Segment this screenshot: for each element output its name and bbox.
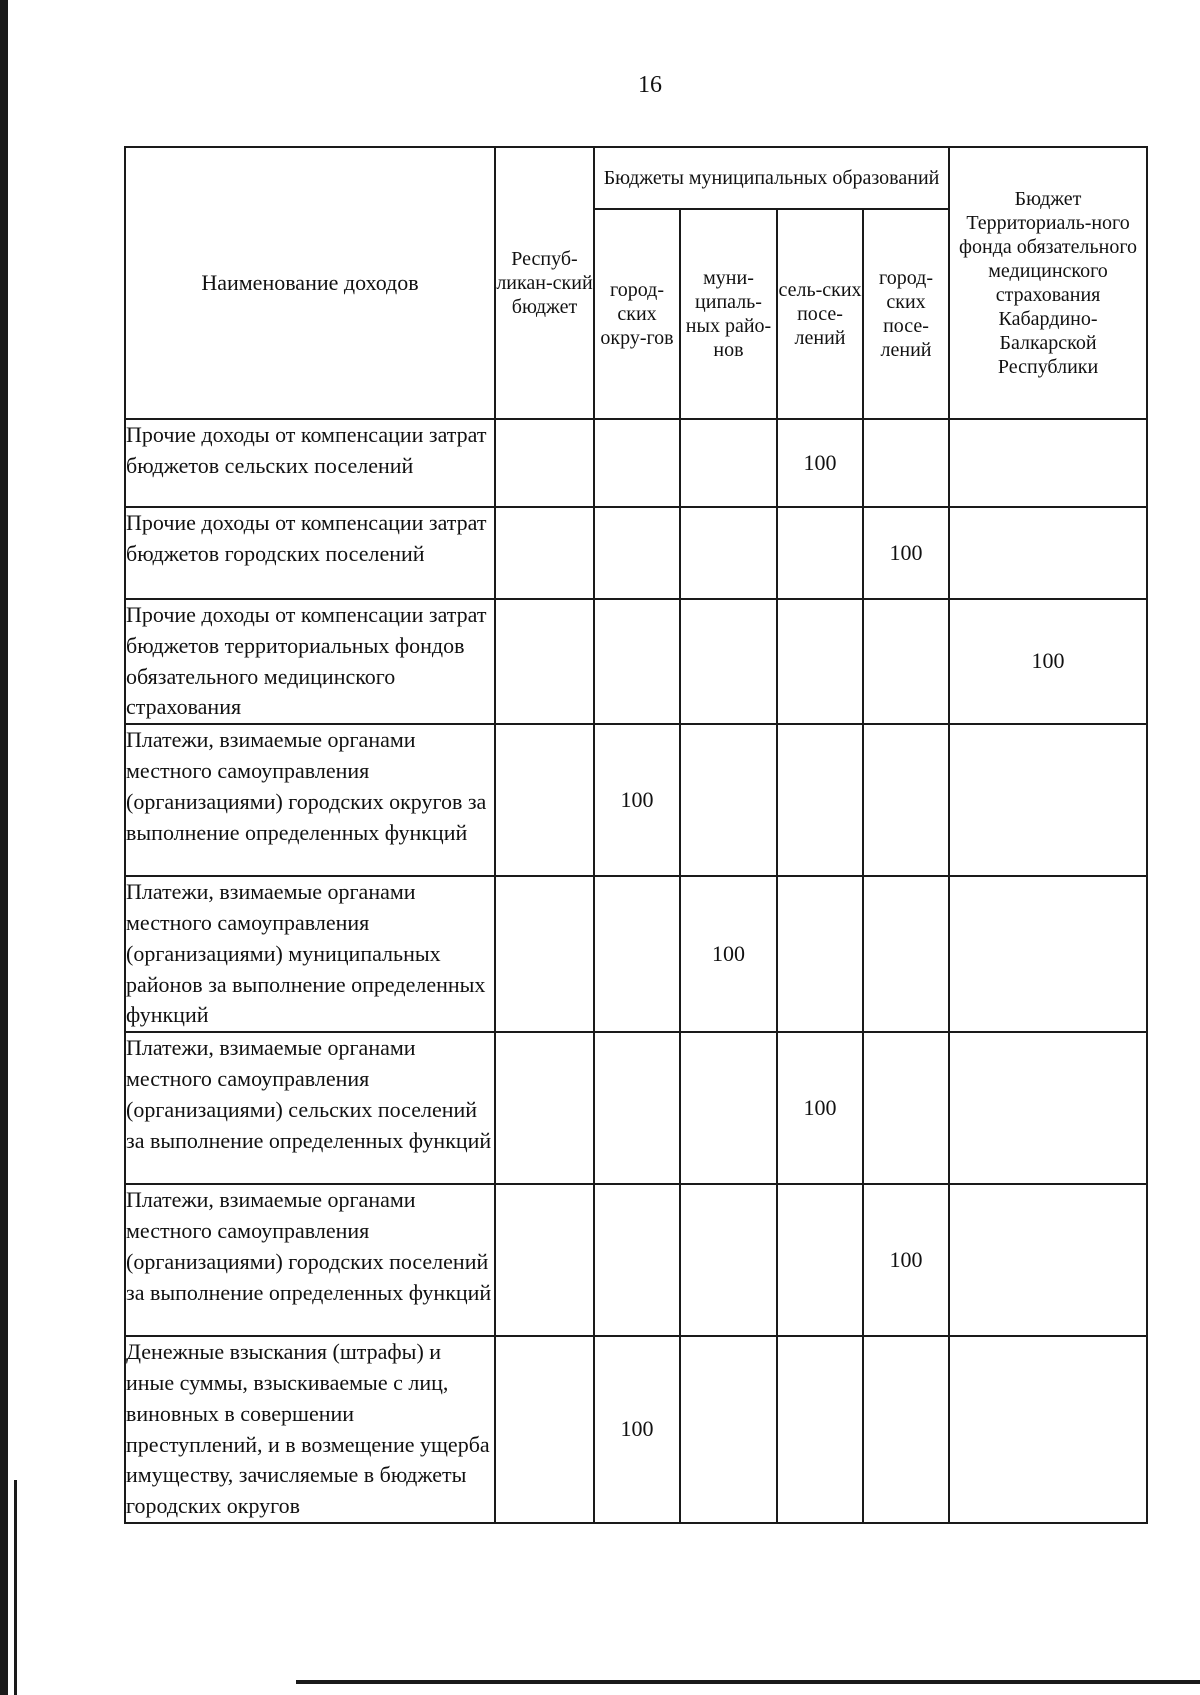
rural-settlements-cell [777, 1184, 863, 1336]
rural-settlements-cell [777, 599, 863, 724]
revenue-name-cell: Платежи, взимаемые органами местного самоуправления (организациями) сельских поселений за выполнение определенных функций [125, 1032, 495, 1184]
territorial-fund-cell [949, 1184, 1147, 1336]
city-districts-cell [594, 1184, 680, 1336]
urban-settlements-cell: 100 [863, 1184, 949, 1336]
table-row [125, 419, 1147, 507]
urban-settlements-cell [863, 876, 949, 1032]
city-districts-cell [594, 599, 680, 724]
municipal-districts-cell: 100 [680, 876, 777, 1032]
table-row [125, 876, 1147, 1032]
revenue-name-cell: Денежные взыскания (штрафы) и иные суммы, взыскиваемые с лиц, виновных в совершении преступлений, и в возмещение ущерба имуществу, зачисляемые в бюджеты городских округов [125, 1336, 495, 1523]
rural-settlements-cell: 100 [777, 1032, 863, 1184]
municipal-districts-cell [680, 724, 777, 876]
rural-settlements-cell: 100 [777, 419, 863, 507]
territorial-fund-cell [949, 507, 1147, 599]
revenue-name-cell: Прочие доходы от компенсации затрат бюджетов сельских поселений [125, 419, 495, 507]
revenue-name-cell: Платежи, взимаемые органами местного самоуправления (организациями) городских округов за выполнение определенных функций [125, 724, 495, 876]
header-revenue-name: Наименование доходов [125, 147, 495, 419]
rural-settlements-cell [777, 507, 863, 599]
municipal-districts-cell [680, 1184, 777, 1336]
territorial-fund-cell [949, 1032, 1147, 1184]
city-districts-cell [594, 1032, 680, 1184]
urban-settlements-cell: 100 [863, 507, 949, 599]
revenue-name-cell: Платежи, взимаемые органами местного самоуправления (организациями) городских поселений за выполнение определенных функций [125, 1184, 495, 1336]
city-districts-cell: 100 [594, 724, 680, 876]
rural-settlements-cell [777, 876, 863, 1032]
page-number: 16 [638, 72, 662, 98]
urban-settlements-cell [863, 1336, 949, 1523]
republic-cell [495, 1336, 594, 1523]
scan-bottom-rule [296, 1680, 1200, 1684]
republic-cell [495, 599, 594, 724]
scan-left-border [0, 0, 8, 1695]
header-urban-settlements: город-ских посе-лений [863, 209, 949, 419]
city-districts-cell [594, 419, 680, 507]
territorial-fund-cell [949, 419, 1147, 507]
table-row [125, 1032, 1147, 1184]
urban-settlements-cell [863, 599, 949, 724]
header-municipal-districts: муни-ципаль-ных райо-нов [680, 209, 777, 419]
republic-cell [495, 507, 594, 599]
rural-settlements-cell [777, 1336, 863, 1523]
republic-cell [495, 1184, 594, 1336]
revenue-name-cell: Платежи, взимаемые органами местного самоуправления (организациями) муниципальных районов за выполнение определенных функций [125, 876, 495, 1032]
header-city-districts: город-ских окру-гов [594, 209, 680, 419]
header-municipal-budgets: Бюджеты муниципальных образований [594, 147, 949, 209]
republic-cell [495, 876, 594, 1032]
city-districts-cell [594, 876, 680, 1032]
city-districts-cell [594, 507, 680, 599]
municipal-districts-cell [680, 599, 777, 724]
revenue-name-cell: Прочие доходы от компенсации затрат бюджетов территориальных фондов обязательного медицинского страхования [125, 599, 495, 724]
republic-cell [495, 419, 594, 507]
territorial-fund-cell [949, 1336, 1147, 1523]
header-territorial-fund: Бюджет Территориаль-ного фонда обязательного медицинского страхования Кабардино-Балкарской Республики [949, 147, 1147, 419]
header-republic-budget: Респуб-ликан-ский бюджет [495, 147, 594, 419]
revenue-distribution-table [124, 146, 1148, 1524]
revenue-name-cell: Прочие доходы от компенсации затрат бюджетов городских поселений [125, 507, 495, 599]
city-districts-cell: 100 [594, 1336, 680, 1523]
header-rural-settlements: сель-ских посе-лений [777, 209, 863, 419]
republic-cell [495, 1032, 594, 1184]
table-row [125, 724, 1147, 876]
urban-settlements-cell [863, 1032, 949, 1184]
table-row [125, 507, 1147, 599]
table-row [125, 1184, 1147, 1336]
municipal-districts-cell [680, 507, 777, 599]
urban-settlements-cell [863, 419, 949, 507]
municipal-districts-cell [680, 419, 777, 507]
territorial-fund-cell: 100 [949, 599, 1147, 724]
municipal-districts-cell [680, 1336, 777, 1523]
urban-settlements-cell [863, 724, 949, 876]
table-row [125, 1336, 1147, 1523]
table-row [125, 599, 1147, 724]
scan-left-inner-line [14, 1480, 17, 1695]
municipal-districts-cell [680, 1032, 777, 1184]
territorial-fund-cell [949, 876, 1147, 1032]
rural-settlements-cell [777, 724, 863, 876]
republic-cell [495, 724, 594, 876]
territorial-fund-cell [949, 724, 1147, 876]
